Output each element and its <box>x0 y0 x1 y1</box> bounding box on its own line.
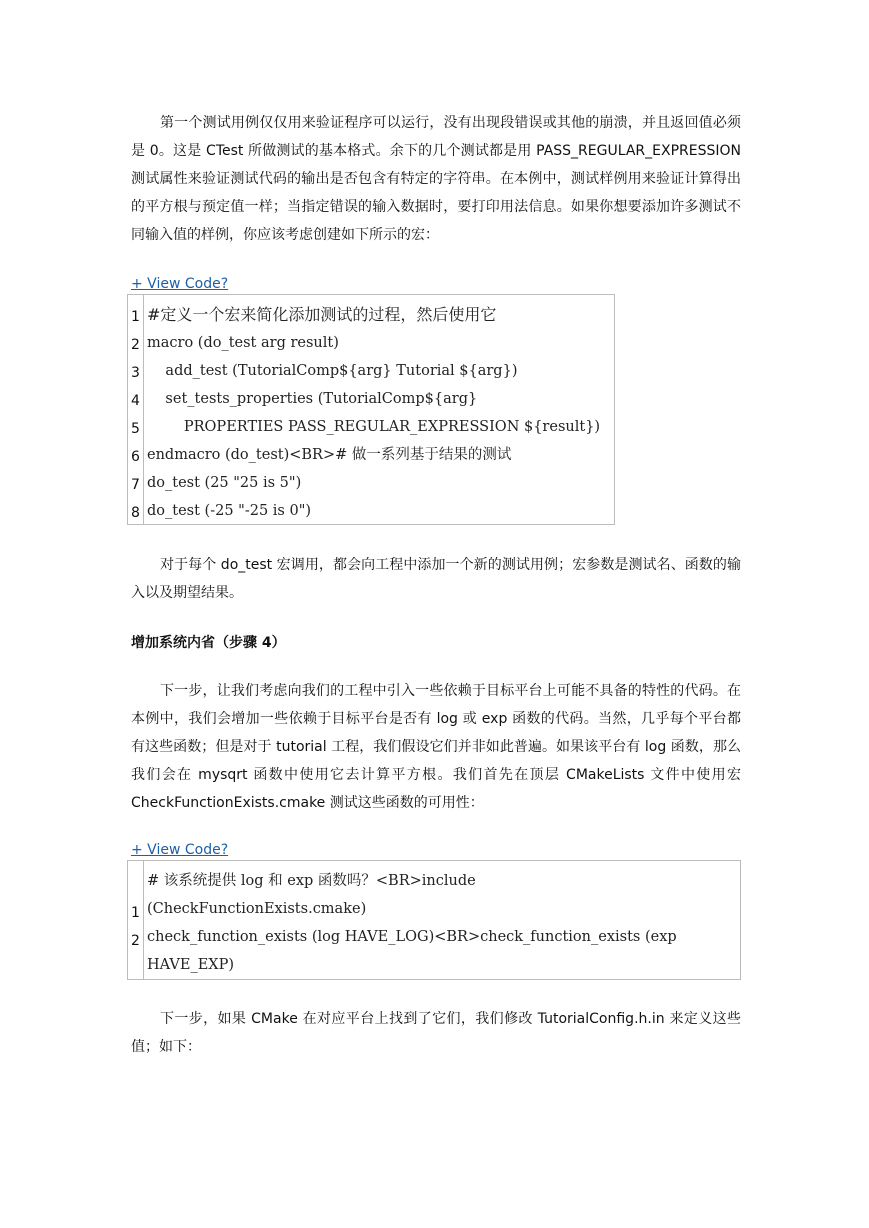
code-line: (CheckFunctionExists.cmake) <box>147 901 367 917</box>
code-line: macro (do_test arg result) <box>147 335 339 351</box>
code-block-2 <box>127 860 741 980</box>
section-heading: 增加系统内省（步骤 4） <box>131 635 286 651</box>
line-number-gutter <box>128 295 144 524</box>
line-number: 2 <box>131 933 140 949</box>
line-number: 4 <box>131 393 140 409</box>
do-test-paragraph: 对于每个 do_test 宏调用，都会向工程中添加一个新的测试用例；宏参数是测试名、函数的输入以及期望结果。 <box>131 557 741 601</box>
code-line: do_test (-25 "-25 is 0") <box>147 503 312 519</box>
code-content <box>144 861 740 979</box>
line-number: 1 <box>131 905 140 921</box>
code-line: set_tests_properties (TutorialComp${arg} <box>147 391 478 407</box>
code-line: add_test (TutorialComp${arg} Tutorial ${arg}) <box>147 363 518 379</box>
view-code-link-1[interactable]: + View Code? <box>131 276 229 292</box>
line-number: 1 <box>131 309 140 325</box>
line-number: 6 <box>131 449 140 465</box>
code-line: HAVE_EXP) <box>147 957 235 973</box>
line-number: 7 <box>131 477 140 493</box>
code-line: do_test (25 "25 is 5") <box>147 475 302 491</box>
line-number: 3 <box>131 365 140 381</box>
code-line: # 该系统提供 log 和 exp 函数吗？<BR>include <box>147 873 476 889</box>
code-line: check_function_exists (log HAVE_LOG)<BR>check_function_exists (exp <box>147 929 677 945</box>
line-number: 8 <box>131 505 140 521</box>
line-number: 2 <box>131 337 140 353</box>
code-line: PROPERTIES PASS_REGULAR_EXPRESSION ${result}) <box>147 419 601 435</box>
introspection-paragraph: 下一步，让我们考虑向我们的工程中引入一些依赖于目标平台上可能不具备的特性的代码。在本例中，我们会增加一些依赖于目标平台是否有 log 或 exp 函数的代码。当然，几乎每个平台都有这些函数；但是对于 tutorial 工程，我们假设它们并非如此普遍。如果该平台有 log 函数，那么我们会在 mysqrt 函数中使用它去计算平方根。我们首先在顶层 CMakeLists 文件中使用宏 CheckFunctionExists.cmake 测试这些函数的可用性： <box>131 683 741 811</box>
config-paragraph: 下一步，如果 CMake 在对应平台上找到了它们，我们修改 TutorialConfig.h.in 来定义这些值；如下： <box>131 1011 741 1055</box>
view-code-link-2[interactable]: + View Code? <box>131 842 229 858</box>
code-block-1 <box>127 294 615 525</box>
line-number-gutter <box>128 861 144 979</box>
code-content <box>144 295 614 524</box>
intro-paragraph: 第一个测试用例仅仅用来验证程序可以运行，没有出现段错误或其他的崩溃，并且返回值必须是 0。这是 CTest 所做测试的基本格式。余下的几个测试都是用 PASS_REGULAR_EXPRESSION 测试属性来验证测试代码的输出是否包含有特定的字符串。在本例中，测试样例用来验证计算得出的平方根与预定值一样；当指定错误的输入数据时，要打印用法信息。如果你想要添加许多测试不同输入值的样例，你应该考虑创建如下所示的宏： <box>131 115 741 243</box>
code-line: #定义一个宏来简化添加测试的过程，然后使用它 <box>147 305 497 324</box>
line-number: 5 <box>131 421 140 437</box>
code-line: endmacro (do_test)<BR># 做一系列基于结果的测试 <box>147 447 512 463</box>
